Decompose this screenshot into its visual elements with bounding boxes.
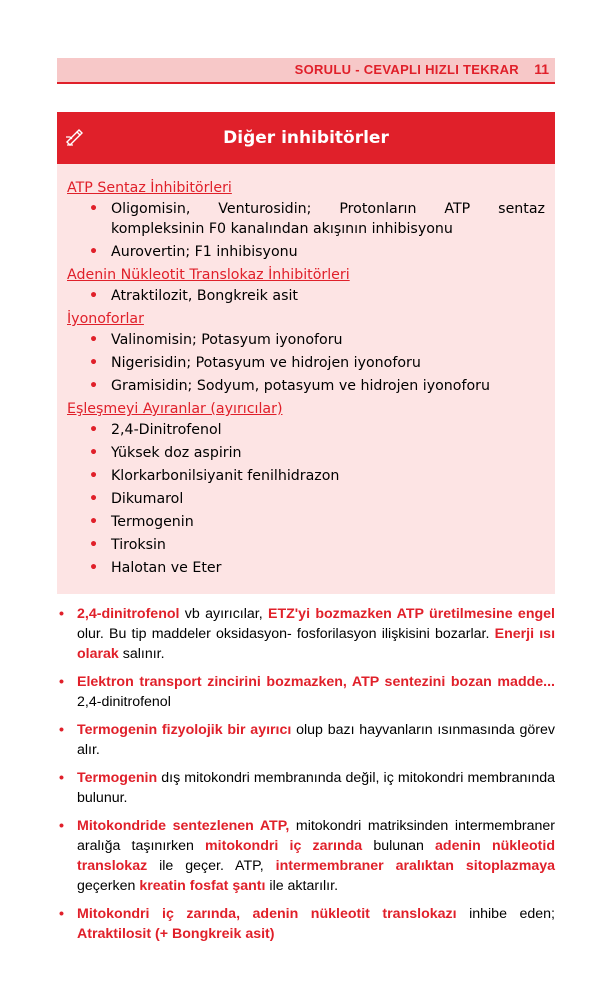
list-item [89, 443, 545, 463]
list-item-text: Aurovertin; F1 inhibisyonu [111, 244, 298, 260]
section-title: İyonoforlar [67, 311, 144, 327]
highlight-text: ETZ'yi bozmazken ATP üretilmesine engel [268, 606, 555, 622]
highlight-text: kreatin fosfat şantı [139, 878, 266, 894]
list-item-text: Termogenin [111, 514, 194, 530]
note-text: mitokondri matriksinden intermembraner aralığa taşınırken [77, 818, 556, 854]
list-item [89, 558, 545, 578]
note-text: olup bazı hayvanların ısınmasında görev alır. [77, 722, 555, 758]
highlight-text: Termogenin [77, 770, 158, 786]
bullet-icon: • [89, 355, 99, 371]
bullet-icon: • [89, 422, 99, 438]
note-text: olur. Bu tip maddeler oksidasyon- fosforilasyon ilişkisini bozarlar. [77, 626, 495, 642]
list-item-text: Dikumarol [111, 491, 184, 507]
bullet-icon: • [89, 332, 99, 348]
highlight-text: adenin nükleotid translokaz [77, 838, 555, 874]
note-item [57, 672, 555, 712]
bullet-icon: • [89, 445, 99, 461]
note-text: vb ayırıcılar, [179, 606, 269, 622]
list-item [89, 353, 545, 373]
note-item [57, 604, 555, 664]
bullet-icon: • [59, 606, 64, 622]
note-text: ile aktarılır. [265, 878, 339, 894]
section-title: Adenin Nükleotit Translokaz İnhibitörleri [67, 267, 350, 283]
bullet-icon: • [89, 560, 99, 576]
bullet-icon: • [89, 537, 99, 553]
list-item [89, 242, 545, 262]
highlight-text: Enerji ısı olarak [77, 626, 556, 662]
section-title: Eşleşmeyi Ayıranlar (ayırıcılar) [67, 401, 283, 417]
bullet-icon: • [89, 201, 99, 217]
note-item [57, 768, 555, 808]
section-list [67, 286, 545, 306]
info-box [57, 112, 555, 594]
notes-list [57, 604, 555, 944]
info-box-title: Diğer inhibitörler [223, 128, 389, 148]
list-item-text: Atraktilozit, Bongkreik asit [111, 288, 298, 304]
bullet-icon: • [59, 906, 64, 922]
bullet-icon: • [89, 378, 99, 394]
section-title: ATP Sentaz İnhibitörleri [67, 180, 232, 196]
list-item [89, 199, 545, 239]
list-item [89, 512, 545, 532]
note-item [57, 720, 555, 760]
note-text: inhibe eden; [456, 906, 555, 922]
list-item [89, 420, 545, 440]
note-text: 2,4-dinitrofenol [77, 694, 171, 710]
note-text: geçerken [77, 878, 140, 894]
section-list [67, 330, 545, 396]
highlight-text: intermembraner aralıktan sitoplazmaya [275, 858, 555, 874]
section-list [67, 420, 545, 578]
bullet-icon: • [89, 244, 99, 260]
note-text: bulunan [362, 838, 436, 854]
bullet-icon: • [89, 288, 99, 304]
note-item [57, 816, 555, 896]
list-item-text: Oligomisin, Venturosidin; Protonların ATP sentaz kompleksinin F0 kanalından akışının inhibisyonu [111, 201, 545, 237]
notes-section [57, 604, 555, 952]
running-header [57, 58, 555, 84]
list-item-text: Halotan ve Eter [111, 560, 222, 576]
list-item-text: 2,4-Dinitrofenol [111, 422, 222, 438]
highlight-text: mitokondri iç zarında [205, 838, 363, 854]
list-item-text: Valinomisin; Potasyum iyonoforu [111, 332, 343, 348]
bullet-icon: • [59, 818, 64, 834]
note-item [57, 904, 555, 944]
highlight-text: Elektron transport zincirini bozmazken, ATP sentezini bozan madde... [77, 674, 555, 690]
info-box-header [57, 112, 555, 164]
highlight-text: Mitokondri iç zarında, adenin nükleotit translokazı [77, 906, 457, 922]
list-item-text: Klorkarbonilsiyanit fenilhidrazon [111, 468, 340, 484]
list-item [89, 286, 545, 306]
bullet-icon: • [89, 514, 99, 530]
highlight-text: 2,4-dinitrofenol [77, 606, 180, 622]
page-number: 11 [534, 61, 549, 77]
bullet-icon: • [59, 770, 64, 786]
list-item-text: Yüksek doz aspirin [111, 445, 242, 461]
section-list [67, 199, 545, 262]
list-item-text: Gramisidin; Sodyum, potasyum ve hidrojen iyonoforu [111, 378, 490, 394]
running-header-title: SORULU - CEVAPLI HIZLI TEKRAR [294, 62, 519, 77]
list-item-text: Nigerisidin; Potasyum ve hidrojen iyonoforu [111, 355, 421, 371]
bullet-icon: • [59, 674, 64, 690]
list-item [89, 330, 545, 350]
bullet-icon: • [89, 468, 99, 484]
list-item [89, 376, 545, 396]
note-text: ile geçer. ATP, [147, 858, 276, 874]
highlight-text: Mitokondride sentezlenen ATP, [77, 818, 290, 834]
list-item [89, 466, 545, 486]
list-item-text: Tiroksin [111, 537, 166, 553]
bullet-icon: • [59, 722, 64, 738]
note-text: salınır. [118, 646, 165, 662]
info-box-body [67, 178, 545, 581]
highlight-text: Termogenin fizyolojik bir ayırıcı [77, 722, 292, 738]
bullet-icon: • [89, 491, 99, 507]
highlight-text: Atraktilosit (+ Bongkreik asit) [77, 926, 275, 942]
note-text: dış mitokondri membranında değil, iç mitokondri membranında bulunur. [77, 770, 555, 806]
list-item [89, 489, 545, 509]
list-item [89, 535, 545, 555]
